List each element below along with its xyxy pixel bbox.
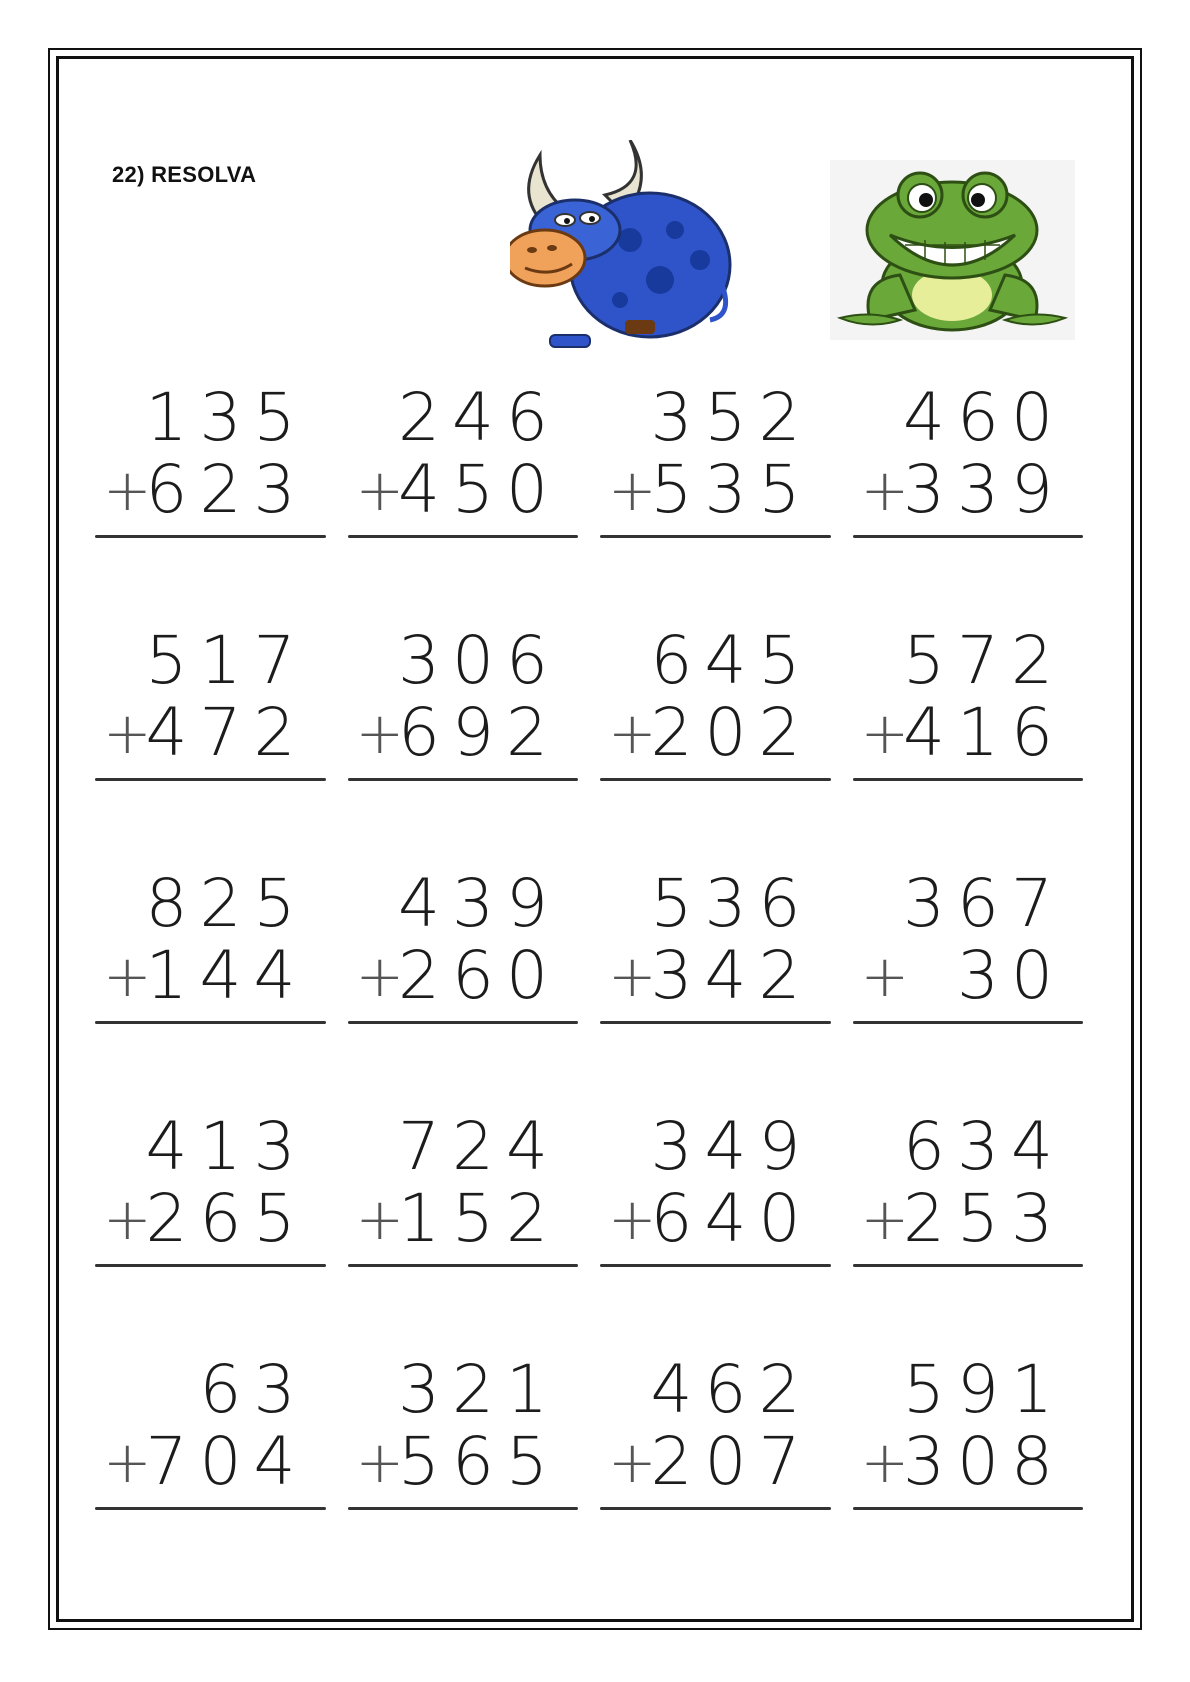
top-addend: 246 <box>398 379 560 456</box>
plus-sign: + <box>355 942 405 1010</box>
top-addend: 321 <box>398 1351 560 1428</box>
top-addend: 352 <box>650 379 813 456</box>
frog-illustration <box>830 160 1075 340</box>
addition-problem <box>95 622 348 871</box>
addition-problem <box>348 1351 601 1600</box>
sum-line <box>853 1264 1084 1267</box>
sum-line <box>600 1264 831 1267</box>
top-addend: 825 <box>145 865 308 942</box>
sum-line <box>95 1264 326 1267</box>
addition-problem <box>853 1351 1106 1600</box>
bottom-addend: 207 <box>650 1423 813 1500</box>
bottom-addend: 30 <box>957 937 1065 1014</box>
sum-line <box>348 535 579 538</box>
bottom-addend: 535 <box>650 451 813 528</box>
addition-problem <box>600 1108 853 1357</box>
bottom-addend: 339 <box>903 451 1065 528</box>
bottom-addend: 342 <box>650 937 813 1014</box>
plus-sign: + <box>860 1428 910 1496</box>
plus-sign: + <box>860 942 910 1010</box>
sum-line <box>95 535 326 538</box>
plus-sign: + <box>860 456 910 524</box>
top-addend: 517 <box>145 622 308 699</box>
sum-line <box>348 1264 579 1267</box>
addition-problem <box>95 379 348 628</box>
plus-sign: + <box>103 1185 152 1253</box>
plus-sign: + <box>608 942 657 1010</box>
top-addend: 439 <box>398 865 560 942</box>
sum-line <box>853 1021 1084 1024</box>
bottom-addend: 144 <box>145 937 308 1014</box>
sum-line <box>95 1021 326 1024</box>
bottom-addend: 253 <box>903 1180 1065 1257</box>
addition-problem <box>853 865 1106 1114</box>
top-addend: 63 <box>199 1351 308 1428</box>
top-addend: 367 <box>903 865 1065 942</box>
bottom-addend: 623 <box>145 451 308 528</box>
addition-problem <box>95 1108 348 1357</box>
top-addend: 349 <box>650 1108 813 1185</box>
top-addend: 536 <box>650 865 813 942</box>
exercise-title: 22) RESOLVA <box>112 162 257 187</box>
bottom-addend: 565 <box>398 1423 560 1500</box>
addition-problem <box>853 379 1106 628</box>
sum-line <box>348 1021 579 1024</box>
bottom-addend: 640 <box>650 1180 813 1257</box>
top-addend: 591 <box>903 1351 1065 1428</box>
top-addend: 634 <box>903 1108 1065 1185</box>
addition-problem <box>600 379 853 628</box>
bottom-addend: 202 <box>650 694 813 771</box>
plus-sign: + <box>608 1185 657 1253</box>
addition-problem <box>348 622 601 871</box>
sum-line <box>95 778 326 781</box>
plus-sign: + <box>103 1428 152 1496</box>
bottom-addend: 692 <box>398 694 560 771</box>
top-addend: 724 <box>398 1108 560 1185</box>
sum-line <box>600 778 831 781</box>
bottom-addend: 416 <box>903 694 1065 771</box>
top-addend: 572 <box>903 622 1065 699</box>
bottom-addend: 260 <box>398 937 560 1014</box>
sum-line <box>853 1507 1084 1510</box>
sum-line <box>600 1507 831 1510</box>
bottom-addend: 308 <box>903 1423 1065 1500</box>
addition-problem <box>600 1351 853 1600</box>
plus-sign: + <box>103 699 152 767</box>
plus-sign: + <box>355 456 405 524</box>
bottom-addend: 704 <box>145 1423 308 1500</box>
addition-problem <box>95 865 348 1114</box>
plus-sign: + <box>103 456 152 524</box>
bottom-addend: 450 <box>398 451 560 528</box>
bottom-addend: 265 <box>145 1180 308 1257</box>
plus-sign: + <box>860 699 910 767</box>
sum-line <box>853 778 1084 781</box>
addition-problem <box>348 379 601 628</box>
top-addend: 306 <box>398 622 560 699</box>
addition-problems-grid <box>95 379 1105 1600</box>
addition-problem <box>600 865 853 1114</box>
bottom-addend: 152 <box>398 1180 560 1257</box>
top-addend: 135 <box>145 379 308 456</box>
plus-sign: + <box>355 1185 405 1253</box>
plus-sign: + <box>103 942 152 1010</box>
addition-problem <box>348 1108 601 1357</box>
bull-illustration <box>510 140 740 355</box>
top-addend: 413 <box>145 1108 308 1185</box>
plus-sign: + <box>355 699 405 767</box>
top-addend: 645 <box>650 622 813 699</box>
sum-line <box>853 535 1084 538</box>
top-addend: 460 <box>903 379 1065 456</box>
plus-sign: + <box>608 456 657 524</box>
sum-line <box>600 535 831 538</box>
sum-line <box>600 1021 831 1024</box>
sum-line <box>348 778 579 781</box>
sum-line <box>95 1507 326 1510</box>
addition-problem <box>600 622 853 871</box>
addition-problem <box>348 865 601 1114</box>
plus-sign: + <box>608 699 657 767</box>
bottom-addend: 472 <box>145 694 308 771</box>
sum-line <box>348 1507 579 1510</box>
addition-problem <box>853 622 1106 871</box>
addition-problem <box>853 1108 1106 1357</box>
plus-sign: + <box>608 1428 657 1496</box>
plus-sign: + <box>860 1185 910 1253</box>
top-addend: 462 <box>650 1351 813 1428</box>
plus-sign: + <box>355 1428 405 1496</box>
addition-problem <box>95 1351 348 1600</box>
